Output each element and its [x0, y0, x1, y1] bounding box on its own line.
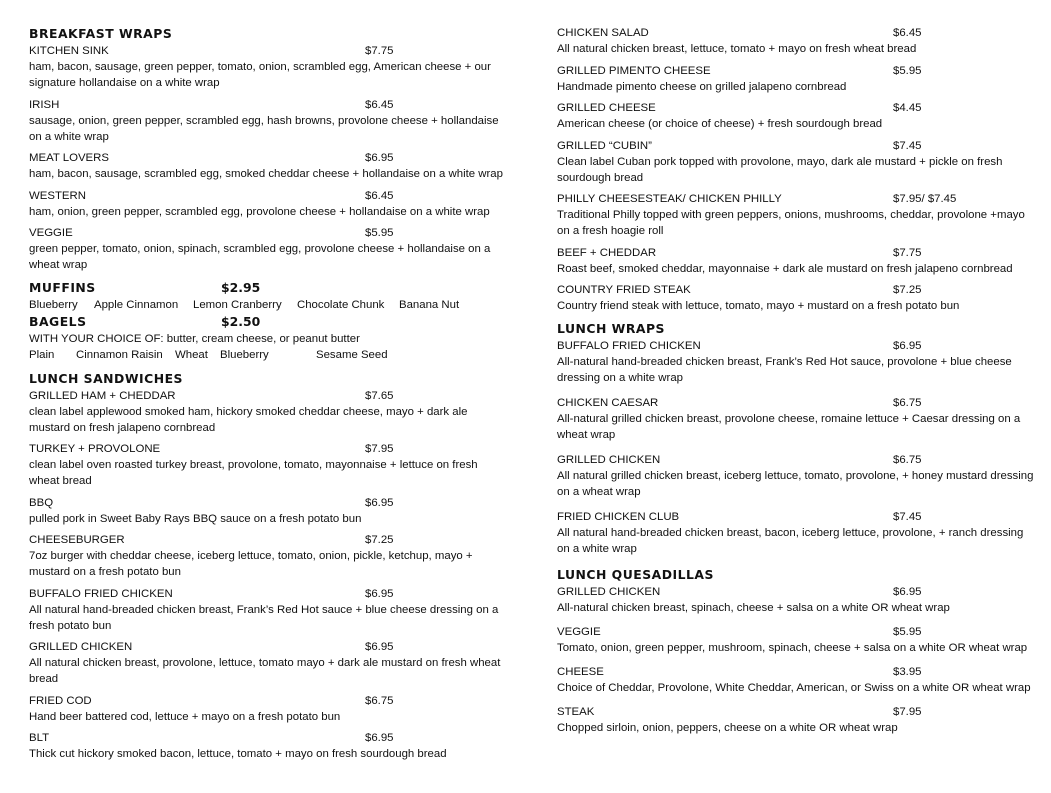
menu-item-price: $7.45 — [893, 510, 922, 523]
menu-item-description: All-natural chicken breast, spinach, cheese + salsa on a white OR wheat wrap — [557, 601, 950, 614]
menu-item-name: COUNTRY FRIED STEAK — [557, 284, 691, 296]
section-title-bagels: BAGELS — [29, 313, 87, 329]
menu-item-name: MEAT LOVERS — [29, 152, 109, 164]
menu-item — [29, 97, 511, 145]
menu-item-description: Hand beer battered cod, lettuce + mayo on a fresh potato bun — [29, 710, 341, 723]
menu-item-price: $3.95 — [893, 665, 922, 678]
menu-item-name: FRIED COD — [29, 694, 92, 707]
menu-item-row — [557, 338, 1037, 354]
bagel-flavors — [29, 347, 511, 363]
menu-item-row — [557, 25, 1037, 41]
menu-item-row — [29, 43, 511, 59]
menu-item-price: $6.95 — [365, 152, 394, 164]
menu-item-description: All natural hand-breaded chicken breast, Frank’s Red Hot sauce + blue cheese dressing on a fresh potato bun — [29, 603, 499, 632]
menu-item-price: $7.65 — [365, 389, 394, 402]
menu-item-description: All natural chicken breast, lettuce, tomato + mayo on fresh wheat bread — [557, 43, 917, 55]
muffins-price: $2.95 — [221, 279, 261, 295]
menu-item-row — [557, 624, 1037, 640]
menu-item — [29, 388, 511, 436]
menu-item-name: FRIED CHICKEN CLUB — [557, 510, 680, 523]
menu-item — [557, 282, 1037, 314]
menu-item-description: Handmade pimento cheese on grilled jalapeno cornbread — [557, 80, 847, 93]
menu-item-price: $7.95/ $7.45 — [893, 193, 957, 205]
muffin-flavor: Banana Nut — [399, 298, 460, 311]
menu-item-row — [557, 452, 1037, 468]
menu-item-name: TURKEY + PROVOLONE — [29, 443, 161, 455]
bagel-flavor: Wheat — [175, 348, 208, 361]
menu-item-name: BUFFALO FRIED CHICKEN — [29, 587, 173, 600]
menu-item-description: Clean label Cuban pork topped with provolone, mayo, dark ale mustard + pickle on fresh sourdough bread — [557, 155, 1003, 184]
menu-item-row — [557, 100, 1037, 116]
section-title-lunch-sandwiches: LUNCH SANDWICHES — [29, 370, 183, 386]
menu-item — [557, 63, 1037, 95]
lunch-sandwiches-list — [29, 388, 511, 763]
menu-item-description: clean label oven roasted turkey breast, provolone, tomato, mayonnaise + lettuce on fresh wheat bread — [29, 459, 478, 487]
menu-item-price: $4.45 — [893, 102, 922, 114]
menu-item-price: $7.25 — [893, 284, 922, 296]
muffin-flavor: Blueberry — [29, 298, 78, 311]
menu-item — [29, 730, 511, 762]
menu-item — [557, 245, 1037, 277]
menu-item-price: $6.95 — [365, 732, 394, 744]
menu-item-description: pulled pork in Sweet Baby Rays BBQ sauce on a fresh potato bun — [29, 512, 362, 525]
menu-item — [557, 704, 1037, 736]
menu-item-price: $7.45 — [893, 139, 922, 152]
menu-right-column — [557, 25, 1037, 744]
menu-item-row — [29, 150, 511, 166]
menu-item-description: green pepper, tomato, onion, spinach, scrambled egg, provolone cheese + hollandaise on a wheat wrap — [29, 243, 491, 271]
menu-item-price: $7.95 — [365, 443, 394, 455]
menu-item-price: $7.95 — [893, 705, 922, 718]
menu-item-price: $6.45 — [365, 189, 394, 202]
menu-item-description: ham, bacon, sausage, scrambled egg, smoked cheddar cheese + hollandaise on a white wrap — [29, 168, 503, 180]
menu-item-row — [557, 282, 1037, 298]
menu-item-row — [29, 388, 511, 404]
menu-item-row — [557, 584, 1037, 600]
menu-item — [29, 188, 511, 220]
menu-item-description: Choice of Cheddar, Provolone, White Cheddar, American, or Swiss on a white OR wheat wrap — [557, 681, 1031, 694]
menu-item-price: $7.75 — [893, 246, 922, 259]
menu-item-description: Thick cut hickory smoked bacon, lettuce, tomato + mayo on fresh sourdough bread — [29, 748, 447, 760]
lunch-wraps-list — [557, 338, 1037, 557]
menu-item-name: GRILLED PIMENTO CHEESE — [557, 64, 711, 77]
muffin-flavor: Chocolate Chunk — [297, 298, 385, 311]
menu-item-row — [29, 97, 511, 113]
menu-item — [29, 586, 511, 634]
menu-item-description: Traditional Philly topped with green peppers, onions, mushrooms, cheddar, provolone +mayo on a fresh hoagie roll — [557, 209, 1025, 237]
menu-item-row — [557, 664, 1037, 680]
menu-item-row — [557, 63, 1037, 79]
menu-item-row — [29, 495, 511, 511]
menu-item — [29, 150, 511, 182]
menu-item-description: All-natural hand-breaded chicken breast, Frank’s Red Hot sauce, provolone + blue cheese dressing on a white wrap — [557, 355, 1012, 384]
bagel-flavor: Blueberry — [220, 348, 269, 361]
menu-item-row — [29, 586, 511, 602]
menu-item-description: All-natural grilled chicken breast, provolone cheese, romaine lettuce + Caesar dressing on a wheat wrap — [557, 412, 1021, 441]
menu-item-name: BLT — [29, 732, 50, 744]
menu-item-price: $6.95 — [893, 339, 922, 352]
menu-item-name: CHICKEN CAESAR — [557, 396, 659, 409]
menu-item-price: $6.75 — [365, 694, 394, 707]
menu-item-row — [29, 188, 511, 204]
menu-left-column — [29, 25, 511, 768]
bagels-header — [29, 313, 511, 331]
menu-item-price: $5.95 — [893, 625, 922, 638]
menu-item-price: $5.95 — [893, 64, 922, 77]
menu-item-name: GRILLED CHEESE — [557, 102, 656, 114]
menu-item — [557, 664, 1037, 696]
muffin-flavors — [29, 297, 511, 313]
menu-item — [557, 624, 1037, 656]
menu-item — [557, 25, 1037, 57]
section-title-lunch-wraps: LUNCH WRAPS — [557, 320, 665, 336]
menu-item-name: GRILLED CHICKEN — [29, 641, 133, 653]
menu-item-row — [29, 532, 511, 548]
menu-item — [557, 452, 1037, 500]
menu-item-row — [557, 245, 1037, 261]
menu-item-price: $6.45 — [365, 98, 394, 111]
menu-item-description: All natural grilled chicken breast, iceberg lettuce, tomato, provolone, + honey mustard dressing on a wheat wrap — [557, 469, 1034, 498]
menu-item-name: CHICKEN SALAD — [557, 27, 649, 39]
bagel-flavor: Sesame Seed — [316, 348, 388, 361]
menu-item-name: KITCHEN SINK — [29, 45, 109, 57]
menu-item-price: $5.95 — [365, 227, 394, 239]
menu-item-price: $7.75 — [365, 45, 394, 57]
sandwiches-continued-list — [557, 25, 1037, 314]
menu-item — [557, 584, 1037, 616]
menu-item-description: All natural chicken breast, provolone, lettuce, tomato mayo + dark ale mustard on fresh wheat bread — [29, 657, 501, 685]
menu-item-row — [29, 225, 511, 241]
menu-item-name: VEGGIE — [29, 227, 73, 239]
menu-item — [29, 441, 511, 489]
menu-item-description: ham, onion, green pepper, scrambled egg, provolone cheese + hollandaise on a white wrap — [29, 205, 490, 218]
menu-item-price: $6.95 — [365, 641, 394, 653]
menu-item — [29, 639, 511, 687]
menu-item-row — [557, 138, 1037, 154]
bagel-flavor: Cinnamon Raisin — [76, 348, 163, 361]
menu-item-name: PHILLY CHEESESTEAK/ CHICKEN PHILLY — [557, 193, 782, 205]
menu-item-price: $6.75 — [893, 453, 922, 466]
menu-item — [557, 395, 1037, 443]
muffin-flavor: Lemon Cranberry — [193, 298, 282, 311]
menu-item-row — [29, 441, 511, 457]
menu-item-row — [557, 509, 1037, 525]
menu-item-description: Tomato, onion, green pepper, mushroom, spinach, cheese + salsa on a white OR wheat wrap — [557, 641, 1028, 654]
menu-item-name: CHEESEBURGER — [29, 534, 125, 546]
menu-item-name: GRILLED CHICKEN — [557, 585, 661, 598]
menu-item-description: ham, bacon, sausage, green pepper, tomato, onion, scrambled egg, American cheese + our signature hollandaise on a white wrap — [29, 61, 491, 89]
bagel-flavor: Plain — [29, 348, 55, 361]
menu-item — [29, 693, 511, 725]
menu-item — [29, 225, 511, 273]
menu-item-row — [29, 730, 511, 746]
muffin-flavor: Apple Cinnamon — [94, 298, 179, 311]
menu-item — [557, 100, 1037, 132]
bagels-note: WITH YOUR CHOICE OF: butter, cream cheese, or peanut butter — [29, 332, 360, 345]
menu-item-name: GRILLED “CUBIN” — [557, 139, 652, 152]
lunch-quesadillas-list — [557, 584, 1037, 736]
menu-item — [557, 138, 1037, 186]
menu-item — [29, 43, 511, 91]
menu-item-description: Roast beef, smoked cheddar, mayonnaise + dark ale mustard on fresh jalapeno cornbread — [557, 262, 1013, 275]
menu-item-price: $6.45 — [893, 27, 922, 39]
menu-item-price: $6.95 — [365, 496, 394, 509]
menu-item — [557, 509, 1037, 557]
menu-item-price: $7.25 — [365, 534, 394, 546]
menu-item-description: All natural hand-breaded chicken breast, bacon, iceberg lettuce, provolone, + ranch dressing on a white wrap — [557, 526, 1024, 555]
menu-item-name: VEGGIE — [557, 625, 601, 638]
menu-item — [557, 338, 1037, 386]
bagels-price: $2.50 — [221, 313, 261, 329]
menu-item-row — [557, 704, 1037, 720]
menu-item-description: Chopped sirloin, onion, peppers, cheese on a white OR wheat wrap — [557, 721, 898, 734]
menu-item-name: GRILLED HAM + CHEDDAR — [29, 389, 176, 402]
menu-item-name: BBQ — [29, 496, 54, 509]
menu-item — [557, 191, 1037, 239]
menu-item-name: BEEF + CHEDDAR — [557, 246, 657, 259]
breakfast-wraps-list — [29, 43, 511, 273]
menu-item-row — [29, 639, 511, 655]
menu-item-description: 7oz burger with cheddar cheese, iceberg lettuce, tomato, onion, pickle, ketchup, mayo + mustard on a fresh potato bun — [29, 550, 473, 578]
menu-item — [29, 495, 511, 527]
menu-item-name: GRILLED CHICKEN — [557, 453, 661, 466]
menu-item-row — [557, 191, 1037, 207]
menu-item — [29, 532, 511, 580]
menu-item-name: STEAK — [557, 705, 595, 718]
menu-item-name: BUFFALO FRIED CHICKEN — [557, 339, 701, 352]
menu-item-name: CHEESE — [557, 665, 604, 678]
menu-item-description: sausage, onion, green pepper, scrambled egg, hash browns, provolone cheese + hollandaise on a white wrap — [29, 114, 499, 143]
menu-item-name: IRISH — [29, 98, 60, 111]
menu-item-price: $6.75 — [893, 396, 922, 409]
menu-item-description: clean label applewood smoked ham, hickory smoked cheddar cheese, mayo + dark ale mustard on fresh jalapeno cornbread — [29, 405, 468, 434]
menu-item-row — [557, 395, 1037, 411]
menu-item-name: WESTERN — [29, 189, 86, 202]
section-title-lunch-quesadillas: LUNCH QUESADILLAS — [557, 566, 714, 582]
menu-item-row — [29, 693, 511, 709]
section-title-muffins: MUFFINS — [29, 279, 96, 295]
muffins-header — [29, 279, 511, 297]
menu-item-price: $6.95 — [893, 585, 922, 598]
menu-item-price: $6.95 — [365, 587, 394, 600]
menu-item-description: American cheese (or choice of cheese) + fresh sourdough bread — [557, 118, 883, 130]
menu-item-description: Country friend steak with lettuce, tomato, mayo + mustard on a fresh potato bun — [557, 300, 960, 312]
section-title-breakfast-wraps: BREAKFAST WRAPS — [29, 26, 173, 41]
